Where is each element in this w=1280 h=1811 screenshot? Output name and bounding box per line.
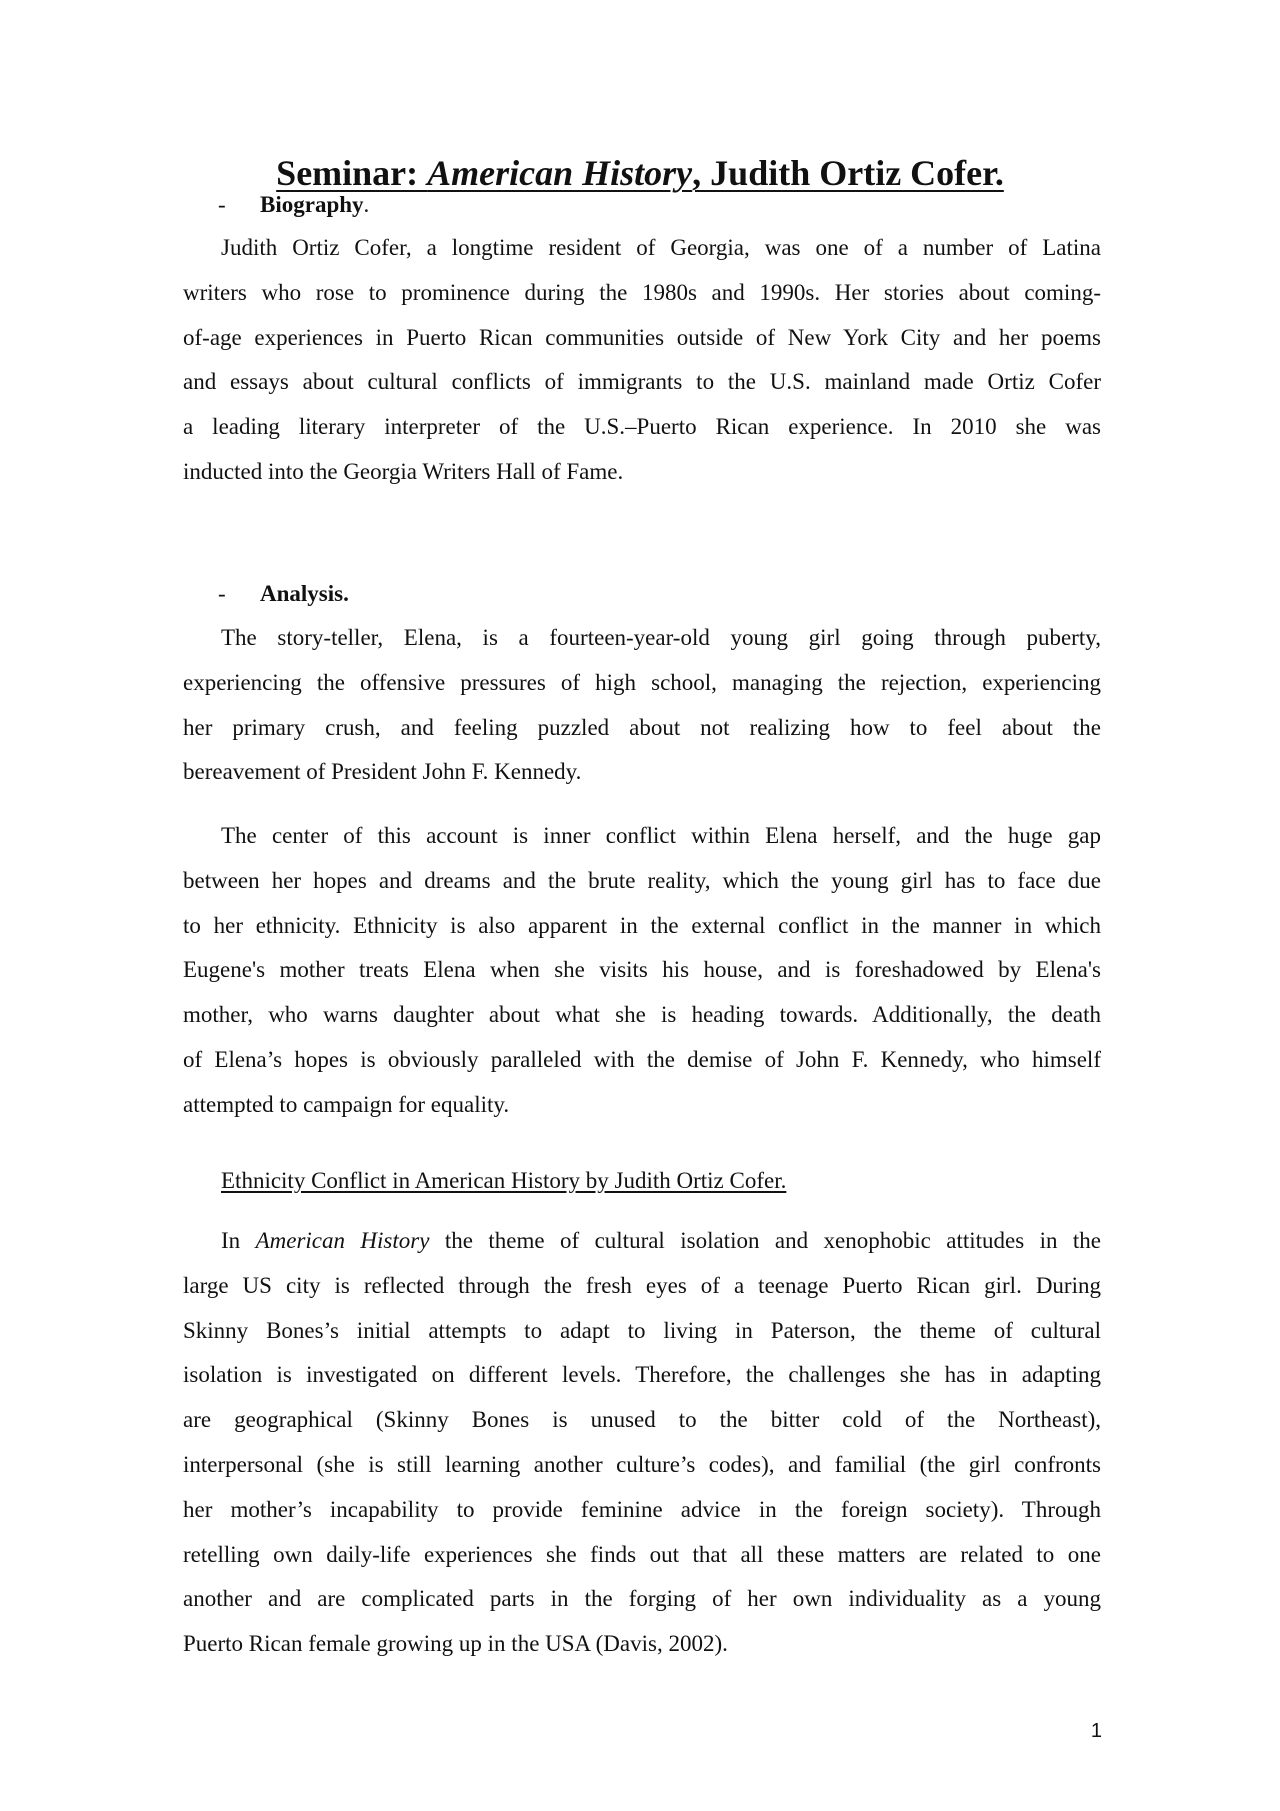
biography-heading-label: Biography xyxy=(260,192,364,217)
paragraph-line: The center of this account is inner conflict within Elena herself, and the huge gap xyxy=(221,823,1101,848)
paragraph-line: retelling own daily-life experiences she finds out that all these matters are related to one xyxy=(183,1541,1101,1567)
page-title xyxy=(0,151,1280,195)
title-text xyxy=(276,153,1004,193)
paragraph-line xyxy=(183,1219,1101,1264)
analysis-heading xyxy=(218,579,349,609)
paragraph-line: her primary crush, and feeling puzzled about not realizing how to feel about the xyxy=(183,714,1101,740)
paragraph-line: interpersonal (she is still learning another culture’s codes), and familial (the girl confronts xyxy=(183,1451,1101,1477)
paragraph-line: and essays about cultural conflicts of immigrants to the U.S. mainland made Ortiz Cofer xyxy=(183,369,1101,395)
title-italic: American History xyxy=(427,153,693,193)
paragraph-line: of-age experiences in Puerto Rican communities outside of New York City and her poems xyxy=(183,324,1101,350)
paragraph-line: experiencing the offensive pressures of high school, managing the rejection, experiencing xyxy=(183,669,1101,695)
paragraph-line: isolation is investigated on different levels. Therefore, the challenges she has in adapting xyxy=(183,1362,1101,1388)
title-suffix: , Judith Ortiz Cofer. xyxy=(692,153,1004,193)
analysis-paragraph-2 xyxy=(183,814,1101,1128)
paragraph-line: Skinny Bones’s initial attempts to adapt to living in Paterson, the theme of cultural xyxy=(183,1317,1101,1343)
biography-heading xyxy=(218,190,369,220)
biography-paragraph xyxy=(183,226,1101,495)
paragraph-line: another and are complicated parts in the forging of her own individuality as a young xyxy=(183,1586,1101,1612)
paragraph-line: mother, who warns daughter about what she is heading towards. Additionally, the death xyxy=(183,1002,1101,1028)
paragraph-line: large US city is reflected through the fresh eyes of a teenage Puerto Rican girl. During xyxy=(183,1272,1101,1298)
paragraph-line: attempted to campaign for equality. xyxy=(183,1091,510,1117)
paragraph-line: Puerto Rican female growing up in the USA (Davis, 2002). xyxy=(183,1631,728,1657)
analysis-paragraph-1 xyxy=(183,616,1101,795)
paragraph-line: bereavement of President John F. Kennedy. xyxy=(183,759,582,785)
paragraph-line: of Elena’s hopes is obviously paralleled with the demise of John F. Kennedy, who himself xyxy=(183,1046,1101,1072)
paragraph-line: are geographical (Skinny Bones is unused to the bitter cold of the Northeast), xyxy=(183,1407,1101,1433)
paragraph-line: Eugene's mother treats Elena when she visits his house, and is foreshadowed by Elena's xyxy=(183,957,1101,983)
paragraph-line: to her ethnicity. Ethnicity is also apparent in the external conflict in the manner in which xyxy=(183,912,1101,938)
paragraph-line: her mother’s incapability to provide feminine advice in the foreign society). Through xyxy=(183,1496,1101,1522)
inline-text: the theme of cultural isolation and xenophobic attitudes in the xyxy=(429,1228,1101,1253)
analysis-dash: - xyxy=(218,581,226,606)
paragraph-line: inducted into the Georgia Writers Hall of Fame. xyxy=(183,458,624,484)
ethnicity-subheading: Ethnicity Conflict in American History by Judith Ortiz Cofer. xyxy=(221,1168,787,1193)
ethnicity-paragraph xyxy=(183,1219,1101,1667)
inline-italic-title: American History xyxy=(255,1228,430,1253)
biography-dash: - xyxy=(218,192,226,217)
paragraph-line: The story-teller, Elena, is a fourteen-year-old young girl going through puberty, xyxy=(221,625,1101,650)
analysis-heading-label: Analysis. xyxy=(260,581,349,606)
paragraph-line: a leading literary interpreter of the U.S.–Puerto Rican experience. In 2010 she was xyxy=(183,414,1101,440)
paragraph-line: writers who rose to prominence during the 1980s and 1990s. Her stories about coming- xyxy=(183,279,1101,305)
biography-heading-tail: . xyxy=(363,192,370,217)
inline-text: In xyxy=(221,1228,256,1253)
page-number: 1 xyxy=(1090,1720,1102,1742)
paragraph-line: Judith Ortiz Cofer, a longtime resident of Georgia, was one of a number of Latina xyxy=(221,235,1101,260)
title-prefix: Seminar: xyxy=(276,153,428,193)
paragraph-line: between her hopes and dreams and the brute reality, which the young girl has to face due xyxy=(183,867,1101,893)
